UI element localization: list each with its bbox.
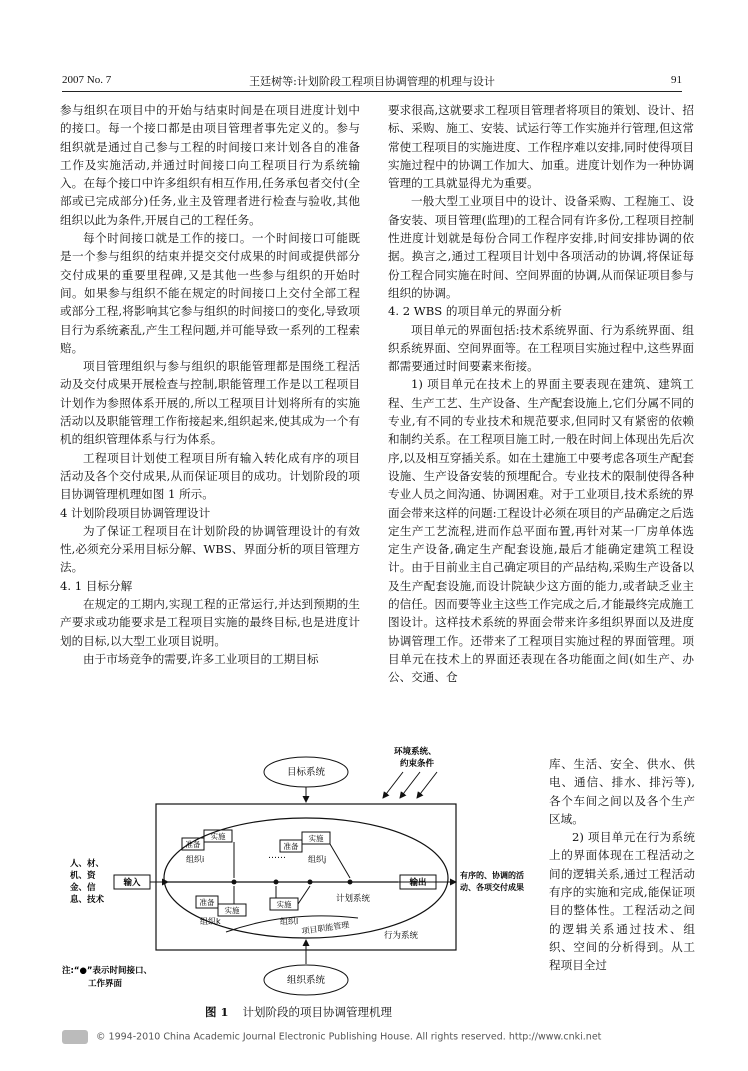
functional-mgmt-label: 项目职能管理 — [301, 920, 350, 936]
org-j-label: 组织j — [308, 855, 327, 864]
inputs-line: 息、技术 — [70, 895, 105, 905]
paragraph: 库、生活、安全、供水、供电、通信、排水、排污等),各个车间之间以及各个生产区域。 — [549, 757, 695, 826]
cnki-logo-icon — [62, 1030, 88, 1044]
paragraph: 在规定的工期内,实现工程的正常运行,并达到预期的生产要求或功能要求是工程项目实施的最终目标,也是进度计划的目标,以大型工业项目说明。 — [60, 597, 360, 648]
org-i-label: 组织i — [186, 855, 205, 864]
figure-number: 图 1 — [205, 1005, 229, 1019]
copyright-text: © 1994-2010 China Academic Journal Electronic Publishing House. All rights reserved. http://www.cnki.net — [96, 1031, 602, 1043]
plan-system-label: 计划系统 — [336, 894, 371, 904]
impl-label: 实施 — [308, 834, 324, 843]
ellipsis: …… — [268, 851, 286, 861]
paragraph: 一般大型工业项目中的设计、设备采购、工程施工、设备安装、项目管理(监理)的工程合同有许多份,工程项目控制性进度计划就是每份合同工作程序安排,时间安排协调的依据。换言之,通过工程项目计划中各项活动的协调,将保证每份工程合同实施在时间、空间界面的协调,从而保证项目参与组织的协调。 — [388, 194, 694, 300]
target-system-label: 目标系统 — [286, 767, 326, 778]
figure-title: 计划阶段的项目协调管理机理 — [242, 1005, 393, 1019]
output-label: 输出 — [409, 878, 427, 888]
paragraph: 工程项目计划使工程项目所有输入转化成有序的项目活动及各个交付成果,从而保证项目的成功。计划阶段的项目协调管理机理如图 1 所示。 — [60, 450, 360, 502]
header-rule — [62, 91, 682, 92]
running-header — [62, 72, 682, 90]
right-column — [388, 101, 694, 687]
org-system-label: 组织系统 — [286, 975, 326, 986]
note-line: 工作界面 — [88, 979, 123, 989]
org-l-label: 组织l — [280, 917, 299, 926]
prep-label: 准备 — [283, 842, 299, 851]
paragraph: 项目管理组织与参与组织的职能管理都是围绕工程活动及交付成果开展检查与控制,职能管理工作是以工程项目计划作为参照体系开展的,所以工程项目计划将所有的实施活动以及职能管理工作衔接起来,组织起来,使其成为一个有机的组织管理体系与行为体系。 — [60, 359, 360, 447]
subsection-heading: 4. 2 WBS 的项目单元的界面分析 — [388, 304, 562, 319]
subsection-heading: 4. 1 目标分解 — [60, 578, 133, 593]
constraints-label: 约束条件 — [400, 759, 435, 769]
impl-label: 实施 — [276, 900, 292, 909]
paragraph: 要求很高,这就要求工程项目管理者将项目的策划、设计、招标、采购、施工、安装、试运行等工作实施并行管理,但这常常使工程项目的实施进度、工作程序难以安排,同时使得项目实施过程中的协调工作加大、加重。进度计划作为一种协调管理的工具就显得尤为重要。 — [388, 103, 694, 191]
environment-label: 环境系统、 — [394, 747, 437, 757]
impl-label: 实施 — [224, 906, 240, 915]
paragraph: 为了保证工程项目在计划阶段的协调管理设计的有效性,必须充分采用目标分解、WBS、界面分析的项目管理方法。 — [60, 523, 360, 575]
org-k-label: 组织k — [200, 917, 221, 926]
paragraph: 项目单元的界面包括:技术系统界面、行为系统界面、组织系统界面、空间界面等。在工程项目实施过程中,这些界面都需要通过时间要素来衔接。 — [388, 322, 694, 374]
figure-1-diagram — [58, 742, 542, 1032]
behavior-system-label: 行为系统 — [384, 931, 419, 941]
left-column — [60, 101, 360, 668]
outputs-line: 有序的、协调的活 — [460, 871, 524, 880]
outputs-line: 动、各项交付成果 — [460, 883, 524, 892]
inputs-line: 人、材、 — [70, 859, 105, 869]
footer — [62, 1030, 662, 1044]
running-title: 王廷树等:计划阶段工程项目协调管理的机理与设计 — [249, 75, 495, 88]
figure-caption — [205, 1004, 392, 1020]
impl-label: 实施 — [210, 832, 226, 841]
note-line: 注:“●”表示时间接口、 — [62, 966, 152, 976]
paragraph: 每个时间接口就是工作的接口。一个时间接口可能既是一个参与组织的结束并提交交付成果的时间或提供部分交付成果的重要里程碑,又是其他一些参与组织的开始时间。如果参与组织不能在规定的时间接口上交付全部工程或部分工程,将影响其它参与组织的时间接口的变化,导致项目行为系统紊乱,产生工程问题,并可能导致一系列的工程索赔。 — [60, 231, 360, 355]
right-column-wrap — [549, 755, 695, 975]
page-number: 91 — [671, 74, 682, 86]
section-heading: 4 计划阶段项目协调管理设计 — [60, 505, 211, 520]
paragraph: 1) 项目单元在技术上的界面主要表现在建筑、建筑工程、生产工艺、生产设备、生产配套设施上,它们分属不同的专业,有不同的专业技术和规范要求,但同时又有紧密的依赖和制约关系。在工程项目施工时,一般在时间上体现出先后次序,以及相互穿插关系。如在土建施工中要考虑各项生产配套设施、生产设备安装的预埋配合。专业技术的限制使得各种专业人员之间沟通、协调困难。对于工业项目,技术系统的界面会带来这样的问题:工程设计必须在项目的产品确定之后选定生产工艺流程,进而作总平面布置,再针对某一厂房单体选定生产设备,确定生产配套设施,最后才能确定建筑工程设计。由于目前业主自己确定项目的产品结构,采购生产设备以及生产配套设施,而设计院缺少这方面的能力,或者缺乏业主的信任。因而要等业主这些工作完成之后,才能最终完成施工图设计。这样技术系统的界面会带来许多组织界面以及进度协调管理工作。还带来了工程项目实施过程的界面管理。项目单元在技术上的界面还表现在各功能面之间(如生产、办公、交通、仓 — [388, 377, 694, 685]
prep-label: 准备 — [185, 840, 201, 849]
paragraph: 参与组织在项目中的开始与结束时间是在项目进度计划中的接口。每一个接口都是由项目管理者事先定义的。参与组织就是通过自己参与工程的时间接口来计划各自的准备工作及实施活动,并通过时间接口向工程项目行为系统输入。在每个接口中许多组织有相互作用,任务承包者交付(全部或已完成部分)任务,业主及管理者进行检查与验收,其他组织以此为条件,开展自己的工程任务。 — [60, 103, 360, 227]
issue-label: 2007 No. 7 — [62, 74, 112, 86]
input-label: 输入 — [123, 878, 141, 888]
inputs-line: 机、资 — [70, 871, 96, 881]
prep-label: 准备 — [199, 898, 215, 907]
paragraph: 2) 项目单元在行为系统上的界面体现在工程活动之间的逻辑关系,通过工程活动有序的实施和完成,能保证项目的整体性。工程活动之间的逻辑关系通过技术、组织、空间的分析得到。从工程项目全过 — [549, 830, 695, 973]
paragraph: 由于市场竞争的需要,许多工业项目的工期目标 — [83, 651, 319, 666]
inputs-line: 金、信 — [70, 883, 96, 893]
